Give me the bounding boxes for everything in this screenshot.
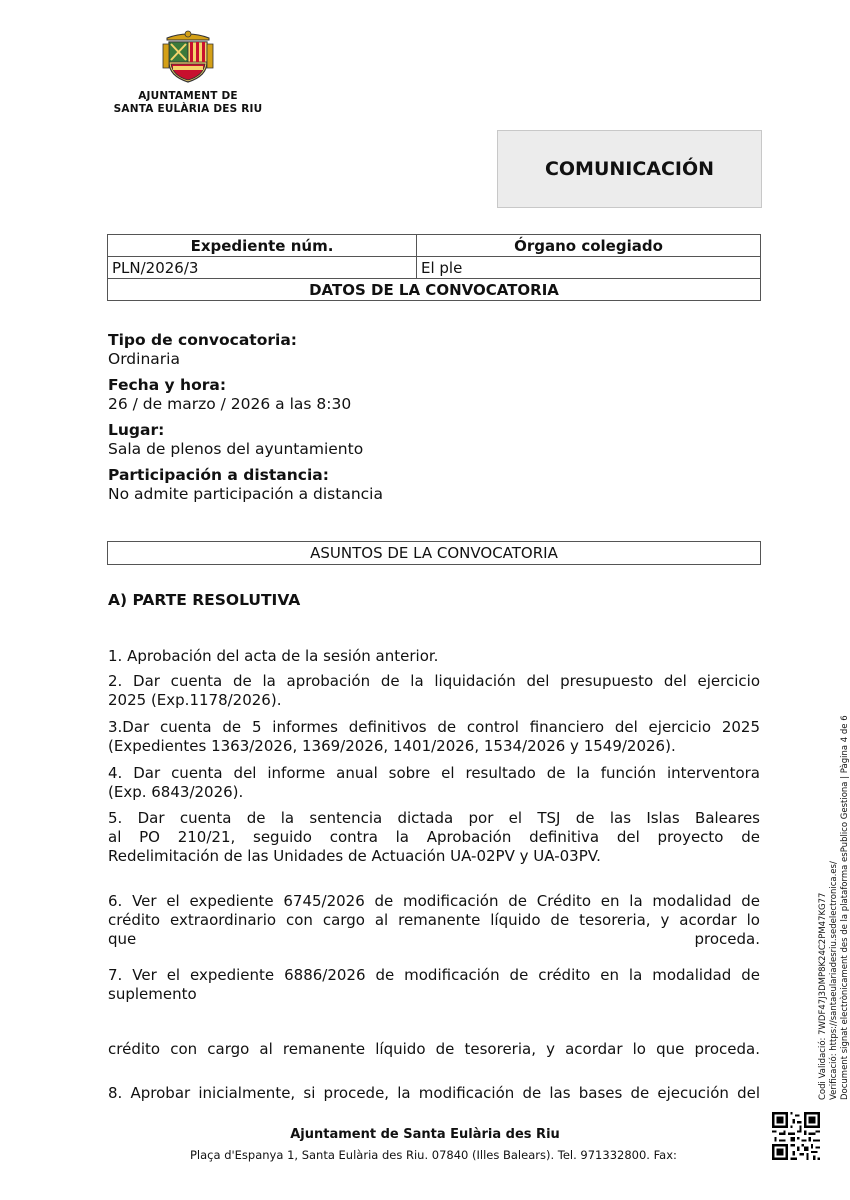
expediente-header: Expediente núm. bbox=[108, 235, 417, 257]
field-label: Lugar: bbox=[108, 421, 165, 439]
agenda-item-text: 6. Ver el expediente 6745/2026 de modificación de Crédito en la modalidad de bbox=[108, 892, 760, 910]
agenda-item-text: Redelimitación de las Unidades de Actuación UA-02PV y UA-03PV. bbox=[108, 847, 601, 865]
field-label: Tipo de convocatoria: bbox=[108, 331, 297, 349]
coat-of-arms-icon bbox=[159, 28, 217, 84]
field-value: Sala de plenos del ayuntamiento bbox=[108, 440, 364, 458]
footer-organization: Ajuntament de Santa Eulària des Riu bbox=[290, 1127, 560, 1142]
agenda-item-4 bbox=[108, 764, 760, 802]
document-type-box bbox=[497, 130, 762, 208]
agenda-item-text: (Exp. 6843/2026). bbox=[108, 783, 244, 801]
agenda-item-text: 8. Aprobar inicialmente, si procede, la modificación de las bases de ejecución del bbox=[108, 1084, 760, 1102]
validation-code: Codi Validació: 7WDF47J3DMP8K24C2PM47KG77 bbox=[818, 892, 828, 1100]
agenda-item-6 bbox=[108, 892, 760, 949]
agenda-item-text: 4. Dar cuenta del informe anual sobre el resultado de la función interventora bbox=[108, 764, 760, 782]
field-value: Ordinaria bbox=[108, 350, 180, 368]
agenda-item-5 bbox=[108, 809, 760, 866]
field-value: No admite participación a distancia bbox=[108, 485, 383, 503]
agenda-item-text: crédito con cargo al remanente líquido de tesoreria, y acordar lo que proceda. bbox=[108, 1040, 760, 1058]
organo-value: El ple bbox=[417, 257, 761, 279]
verification-url: Verificació: https://santaeulariadesriu.sedelectronica.es/ bbox=[829, 861, 839, 1100]
header-logo bbox=[108, 28, 268, 116]
organo-header: Órgano colegiado bbox=[417, 235, 761, 257]
convocatoria-fields bbox=[108, 331, 383, 504]
logo-line-2: SANTA EULÀRIA DES RIU bbox=[113, 103, 263, 115]
field-label: Participación a distancia: bbox=[108, 466, 329, 484]
agenda-item-text: (Expedientes 1363/2026, 1369/2026, 1401/2026, 1534/2026 y 1549/2026). bbox=[108, 737, 676, 755]
agenda-item-text: crédito extraordinario con cargo al remanente líquido de tesoreria, y acordar lo bbox=[108, 911, 760, 929]
agenda-item-text: 5. Dar cuenta de la sentencia dictada por el TSJ de las Islas Baleares bbox=[108, 809, 760, 827]
agenda-item-2 bbox=[108, 672, 760, 710]
field-value: 26 / de marzo / 2026 a las 8:30 bbox=[108, 395, 352, 413]
agenda-item-1 bbox=[108, 647, 760, 666]
agenda-item-text: 1. Aprobación del acta de la sesión anterior. bbox=[108, 647, 439, 665]
agenda-item-text: suplemento bbox=[108, 985, 197, 1003]
datos-convocatoria-title: DATOS DE LA CONVOCATORIA bbox=[108, 279, 761, 301]
agenda-item-7 bbox=[108, 966, 760, 1004]
agenda-item-text: 7. Ver el expediente 6886/2026 de modificación de crédito en la modalidad de bbox=[108, 966, 760, 984]
agenda-item-text: 3.Dar cuenta de 5 informes definitivos de control financiero del ejercicio 2025 bbox=[108, 718, 760, 736]
agenda-item-7-continued bbox=[108, 1040, 760, 1059]
footer-address: Plaça d'Espanya 1, Santa Eulària des Riu. 07840 (Illes Balears). Tel. 971332800. Fax: bbox=[190, 1148, 677, 1162]
expediente-value: PLN/2026/3 bbox=[108, 257, 417, 279]
document-type-title: COMUNICACIÓN bbox=[544, 158, 715, 180]
verification-side-text bbox=[818, 715, 850, 1100]
asuntos-title-box: ASUNTOS DE LA CONVOCATORIA bbox=[107, 541, 761, 565]
signature-note: Document signat electrònicament des de la plataforma esPublico Gestiona | Pàgina 4 de 6 bbox=[840, 715, 850, 1100]
agenda-item-3 bbox=[108, 718, 760, 756]
expediente-table bbox=[107, 234, 761, 301]
agenda-item-text: 2025 (Exp.1178/2026). bbox=[108, 691, 282, 709]
agenda-item-text: 2. Dar cuenta de la aprobación de la liquidación del presupuesto del ejercicio bbox=[108, 672, 760, 690]
agenda-item-8 bbox=[108, 1084, 760, 1103]
logo-line-1: AJUNTAMENT DE bbox=[138, 90, 238, 102]
qr-code-icon bbox=[772, 1112, 820, 1160]
section-title: A) PARTE RESOLUTIVA bbox=[108, 591, 301, 609]
agenda-item-text: al PO 210/21, seguido contra la Aprobación definitiva del proyecto de bbox=[108, 828, 760, 846]
agenda-item-text: que proceda. bbox=[108, 930, 760, 948]
field-label: Fecha y hora: bbox=[108, 376, 227, 394]
